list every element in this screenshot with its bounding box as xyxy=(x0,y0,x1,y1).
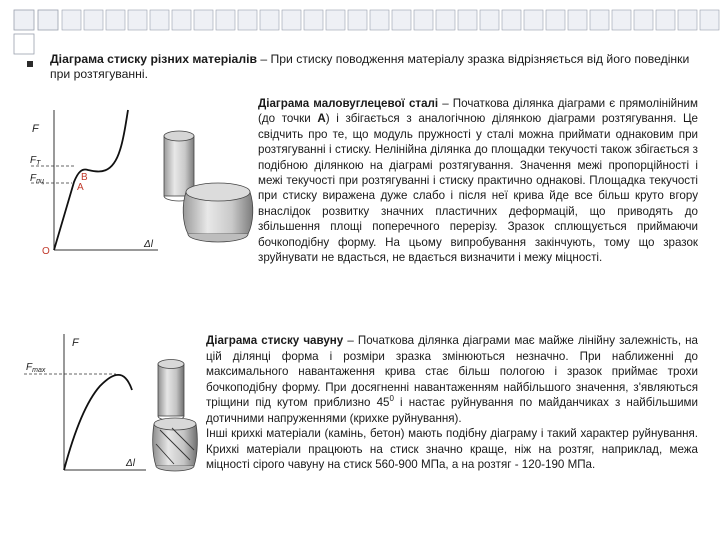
iron-text-3: Інші крихкі матеріали (камінь, бетон) мають подібну діаграму і такий характер руйнування. Крихкі матеріали працюють на стиск значно краще, ніж на розтяг, наприклад, межа міцності сірого чавуну на стиск 560-900 МПа, а на розтяг - 120-190 МПа. xyxy=(206,427,698,471)
iron-degree-sup: 0 xyxy=(389,394,394,404)
iron-fmax-label xyxy=(26,362,46,374)
steel-ft-main: F xyxy=(30,155,37,166)
steel-text-1: – Початкова ділянка діаграми є прямолінійним (до точки xyxy=(258,97,698,126)
iron-cylinder-specimen xyxy=(158,360,184,421)
iron-x-label: Δl xyxy=(126,458,135,469)
steel-text-2: ) і збігається з аналогічною ділянкою діаграми розтягування. Це свідчить про те, що модуль пружності у сталі можна приймати однаковим при розтягуванні і стиску. Нелінійна ділянка до площадки текучості також збігається з подібною ділянкою на діаграмі розтягування. Значення межі пропорційності і межі текучості при розтягуванні і стиску практично однакові. Площадка текучості при стиску виражена дуже слабо і після неї крива йде все більш круто вгору внаслідок розвитку значних пластичних деформацій, що приводять до збільшення площі поперечного перерізу. Зразок сплющується приймаючи бочкоподібну форму. На цьому випробування закінчують, тому що зразок зруйнувати не вдасться, не вдається визначити і межу міцності. xyxy=(258,112,698,265)
bullet-marker xyxy=(27,61,33,67)
iron-fmax-sub: max xyxy=(32,367,46,374)
iron-text-2: і настає руйнування по майданчиках з найбільшими дотичними напруженнями (крихке руйнування). xyxy=(206,396,698,425)
steel-point-a: A xyxy=(77,182,84,193)
steel-diagram xyxy=(26,100,166,265)
iron-paragraph xyxy=(206,333,698,473)
intro-title: Діаграма стиску різних матеріалів xyxy=(50,52,257,66)
steel-fpc-label xyxy=(30,173,44,185)
steel-fpc-sub: пц xyxy=(36,178,44,185)
steel-point-b: B xyxy=(81,172,88,183)
iron-cracked-specimen xyxy=(153,418,198,471)
iron-fmax-main: F xyxy=(26,362,33,373)
decorative-squares xyxy=(0,0,720,60)
steel-paragraph xyxy=(258,96,698,265)
intro-text: – При стиску поводження матеріалу зразка відрізняється від його поведінки при розтягуванні. xyxy=(50,52,690,81)
steel-point-ref: А xyxy=(317,112,326,126)
steel-title: Діаграма маловуглецевої сталі xyxy=(258,97,439,110)
iron-text-1: – Початкова ділянка діаграми має майже лінійну залежність, на цій ділянці форма і розміри зразка змінюються незначно. При наближенні до максимального навантаження крива стає більш пологою і зразок приймає трохи бочкоподібну форму. При досягненні навантаженням найбільшого значення, з'являються тріщини під кутом приблизно 45 xyxy=(206,334,698,409)
steel-x-label: Δl xyxy=(144,239,153,250)
iron-title: Діаграма стиску чавуну xyxy=(206,334,344,347)
steel-fpc-main: F xyxy=(30,173,37,184)
barrel-specimen xyxy=(183,183,253,242)
intro-paragraph xyxy=(50,52,698,82)
iron-specimens-illustration xyxy=(150,356,206,476)
steel-ft-label xyxy=(30,155,41,167)
steel-origin: O xyxy=(42,246,50,257)
iron-diagram xyxy=(20,328,150,480)
steel-specimens-illustration xyxy=(162,128,258,248)
steel-ft-sub: T xyxy=(36,160,41,167)
iron-y-label: F xyxy=(72,337,79,349)
steel-y-label: F xyxy=(32,123,39,135)
